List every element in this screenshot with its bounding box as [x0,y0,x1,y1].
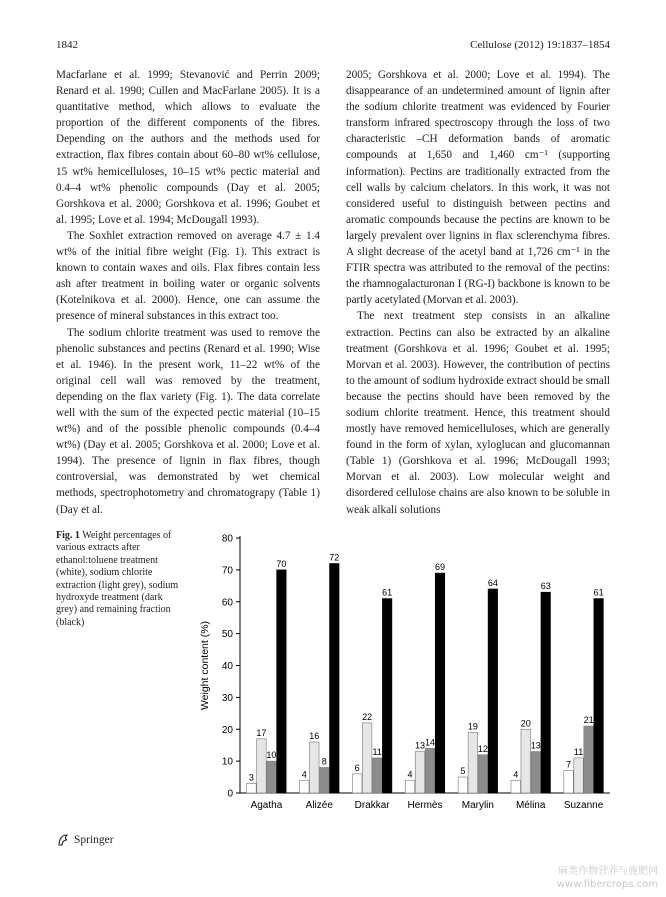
bar-value-label: 11 [372,746,382,757]
bar-value-label: 4 [407,769,413,780]
bar-value-label: 7 [566,759,572,770]
y-tick-label: 40 [221,661,233,672]
bar-value-label: 69 [434,562,446,573]
right-column [346,67,610,518]
bar [257,739,267,793]
paragraph-5: The next treatment step consists in an alkaline extraction. Pectins can also be extracted by an alkaline treatment (Gorshkova et al. 1996; Goubet et al. 1995; Morvan et al. 2003). However, the contribution of pectins to the amount of sodium hydroxide extract should be small because the pectins should have been removed by the sodium chlorite treatment. Hence, this treatment should mostly have removed hemicelluloses, which are generally found in the form of xylan, xyloglucan and glucomannan (Table 1) (Gorshkova et al. 1996; McDougall 1993; Morvan et al. 2003). Low molecular weight and disordered cellulose chains are also known to be soluble in weak alkali solutions [346,310,610,516]
bar [405,780,415,793]
y-tick-label: 60 [221,597,233,609]
bar [574,758,584,793]
bar-chart [192,524,622,824]
x-tick-label: Marylin [461,800,494,811]
publisher-name: Springer [74,834,114,846]
bar-value-label: 20 [520,718,531,729]
bar [330,564,340,794]
bar [320,768,330,794]
springer-horse-icon [56,833,70,847]
bar [594,599,604,793]
bar-value-label: 4 [301,769,307,780]
bar [415,752,425,793]
bar [541,592,551,793]
bar-value-label: 10 [266,750,277,761]
bar-value-label: 3 [248,772,254,783]
bar-value-label: 13 [414,740,426,751]
watermark-line-1: 麻类作物营养与施肥网 [558,866,658,877]
x-tick-label: Mélina [515,800,546,811]
bar [478,755,488,793]
x-tick-label: Drakkar [354,800,390,811]
paragraph-2: The Soxhlet extraction removed on average 4.7 ± 1.4 wt% of the initial fibre weight (Fig. 1). This extract is known to contain waxes and oils. Flax fibres contain less ash after treatment in boiling water or organic solvents (Kotelnikova et al. 2000). Hence, one can assume the presence of mineral substances in this extract too. [56,229,320,323]
left-column [56,67,320,518]
bar-value-label: 64 [487,578,498,588]
x-tick-label: Hermès [407,800,443,811]
bar [352,774,362,793]
x-tick-label: Suzanne [563,800,604,811]
bar [267,761,277,793]
bar-value-label: 17 [256,727,267,738]
paragraph-1: Macfarlane et al. 1999; Stevanović and Perrin 2009; Renard et al. 1990; Cullen and MacFarlane 2005). It is a quantitative method, which allows to evaluate the proportion of the different components of the fibres. Depending on the authors and the methods used for extraction, flax fibres contain about 60–80 wt% cellulose, 15 wt% hemicelluloses, 10–15 wt% pectic material and 0.4–4 wt% phenolic compounds (Day et al. 2005; Gorshkova et al. 2000; Gorshkova et al. 1996; Goubet et al. 1995; Love et al. 1994; McDougall 1993). [56,69,320,226]
bar [531,752,541,793]
journal-reference: Cellulose (2012) 19:1837–1854 [470,39,610,51]
watermark-line-2: www.fibercrops.com [556,879,658,890]
bar [511,780,521,793]
springer-logo [56,833,114,847]
bar [362,723,372,793]
bar [488,589,498,793]
bar-value-label: 16 [309,731,320,741]
bar-value-label: 61 [382,587,393,598]
bar-value-label: 12 [477,743,488,754]
y-tick-label: 50 [221,629,233,641]
bar-value-label: 19 [467,721,478,732]
figure-caption-text: Weight percentages of various extracts after ethanol:toluene treatment (white), sodium chlorite extraction (light grey), sodium hydroxyde treatment (dark grey) and remaining fraction (black) [56,530,179,628]
y-tick-label: 80 [221,533,233,545]
bar [425,748,435,793]
figure-caption [56,530,186,629]
paragraph-3: The sodium chlorite treatment was used to remove the phenolic substances and pectins (Renard et al. 1990; Wise et al. 1946). In the present work, 11–22 wt% of the original cell wall was removed by the treatment, depending on the flax variety (Fig. 1). The data correlate well with the sum of the expected pectic material (10–15 wt%) and of the possible phenolic compounds (0.4–4 wt%) (Day et al. 2005; Gorshkova et al. 2000; Love et al. 1994). The presence of lignin in flax fibres, though controversial, was demonstrated by wet chemical methods, spectrophotometry and chromatograpy (Table 1) (Day et al. [56,326,320,516]
x-tick-label: Alizée [305,800,333,811]
paragraph-4: 2005; Gorshkova et al. 2000; Love et al. 1994). The disappearance of an undetermined amount of lignin after the sodium chlorite treatment was evidenced by Fourier transform infrared spectroscopy through the loss of two characteristic –CH deformation bands of aromatic compounds at 1,650 and 1,460 cm⁻¹ (supporting information). Pectins are traditionally extracted from the cell walls by calcium chelators. In this work, it was not considered useful to distinguish between pectins and aromatic compounds because the pectins are known to be largely prevalent over lignins in flax sclerenchyma fibres. A slight decrease of the acetyl band at 1,726 cm⁻¹ in the FTIR spectra was attributed to the removal of the pectins: the rhamnogalacturonan I (RG-I) backbone is known to be partly acetylated (Morvan et al. 2003). [346,69,610,307]
bar [435,573,445,793]
watermark [557,865,658,891]
bar-value-label: 6 [354,762,360,773]
bar [277,570,287,793]
y-tick-label: 0 [227,788,233,800]
bar-value-label: 21 [583,715,594,726]
figure-label: Fig. 1 [56,530,80,541]
y-tick-label: 20 [221,724,233,736]
bar-value-label: 13 [530,740,541,751]
bar-value-label: 22 [362,711,373,722]
bar-value-label: 14 [424,737,436,748]
bar-value-label: 11 [573,746,584,757]
page-header [56,39,610,55]
x-tick-label: Agatha [250,800,283,811]
bar-value-label: 72 [329,552,340,563]
bar [584,726,594,793]
bar-value-label: 4 [513,769,519,780]
bar-value-label: 5 [460,766,466,777]
bar [300,780,310,793]
bar [521,729,531,793]
y-axis-label: Weight content (%) [199,620,211,711]
bar [247,783,257,793]
y-tick-label: 70 [221,565,233,577]
bar [564,771,574,793]
bar-value-label: 63 [540,581,551,592]
bar [458,777,468,793]
page-number: 1842 [56,39,78,51]
bar [468,732,478,793]
bar-value-label: 61 [593,587,604,598]
bar-value-label: 8 [321,756,327,767]
bar [382,599,392,793]
bar-value-label: 70 [276,558,287,569]
bar [310,742,320,793]
bar [372,758,382,793]
y-tick-label: 10 [221,756,233,768]
y-tick-label: 30 [221,692,233,704]
